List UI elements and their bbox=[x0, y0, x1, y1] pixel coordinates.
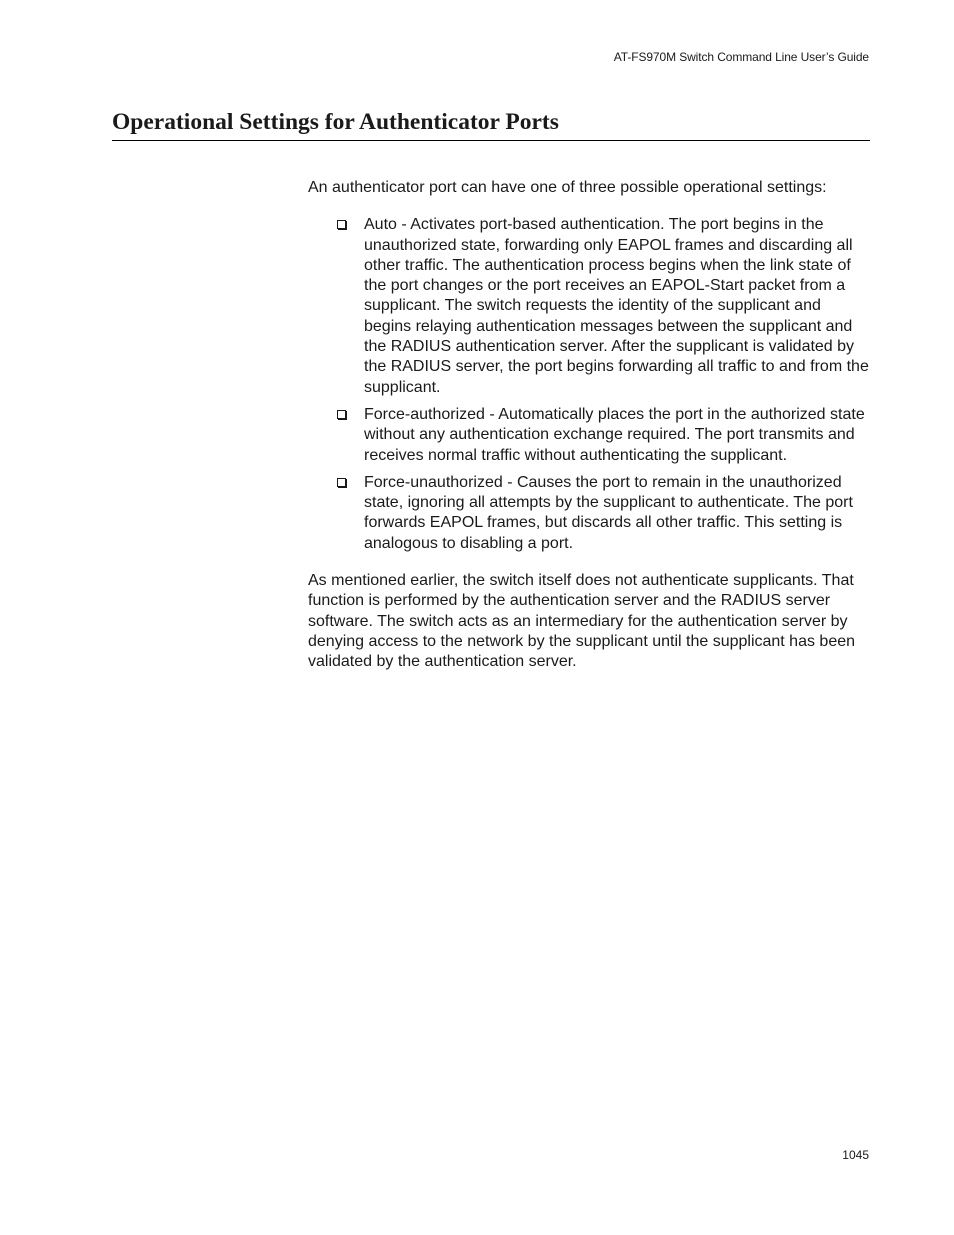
running-header: AT-FS970M Switch Command Line User’s Guide bbox=[613, 50, 869, 64]
bullet-item-auto bbox=[308, 215, 870, 398]
title-rule bbox=[112, 140, 870, 141]
bullet-list bbox=[308, 215, 870, 554]
bullet-text: Force-unauthorized - Causes the port to remain in the unauthorized state, ignoring all attempts by the supplicant to authenticate. The port forwards EAPOL frames, but discards all other traffic. This setting is analogous to disabling a port. bbox=[364, 473, 853, 552]
section-title: Operational Settings for Authenticator Ports bbox=[112, 109, 559, 135]
checkbox-bullet-icon bbox=[337, 478, 346, 487]
closing-paragraph: As mentioned earlier, the switch itself does not authenticate supplicants. That function is performed by the authentication server and the RADIUS server software. The switch acts as an intermediary for the authentication server by denying access to the network by the supplicant until the supplicant has been validated by the authentication server. bbox=[308, 572, 856, 671]
checkbox-bullet-icon bbox=[337, 410, 346, 419]
bullet-text: Force-authorized - Automatically places the port in the authorized state without any authentication exchange required. The port transmits and receives normal traffic without authenticating the supplicant. bbox=[364, 405, 865, 464]
bullet-item-force-unauthorized bbox=[308, 473, 870, 554]
page-number: 1045 bbox=[842, 1148, 869, 1162]
bullet-text: Auto - Activates port-based authentication. The port begins in the unauthorized state, forwarding only EAPOL frames and discarding all other traffic. The authentication process begins when the link state of the port changes or the port receives an EAPOL-Start packet from a supplicant. The switch requests the identity of the supplicant and begins relaying authentication messages between the supplicant and the RADIUS authentication server. After the supplicant is validated by the RADIUS server, the port begins forwarding all traffic to and from the supplicant. bbox=[364, 216, 869, 396]
body-column bbox=[308, 178, 870, 673]
bullet-item-force-authorized bbox=[308, 405, 870, 466]
checkbox-bullet-icon bbox=[337, 220, 346, 229]
intro-paragraph: An authenticator port can have one of three possible operational settings: bbox=[308, 179, 827, 196]
